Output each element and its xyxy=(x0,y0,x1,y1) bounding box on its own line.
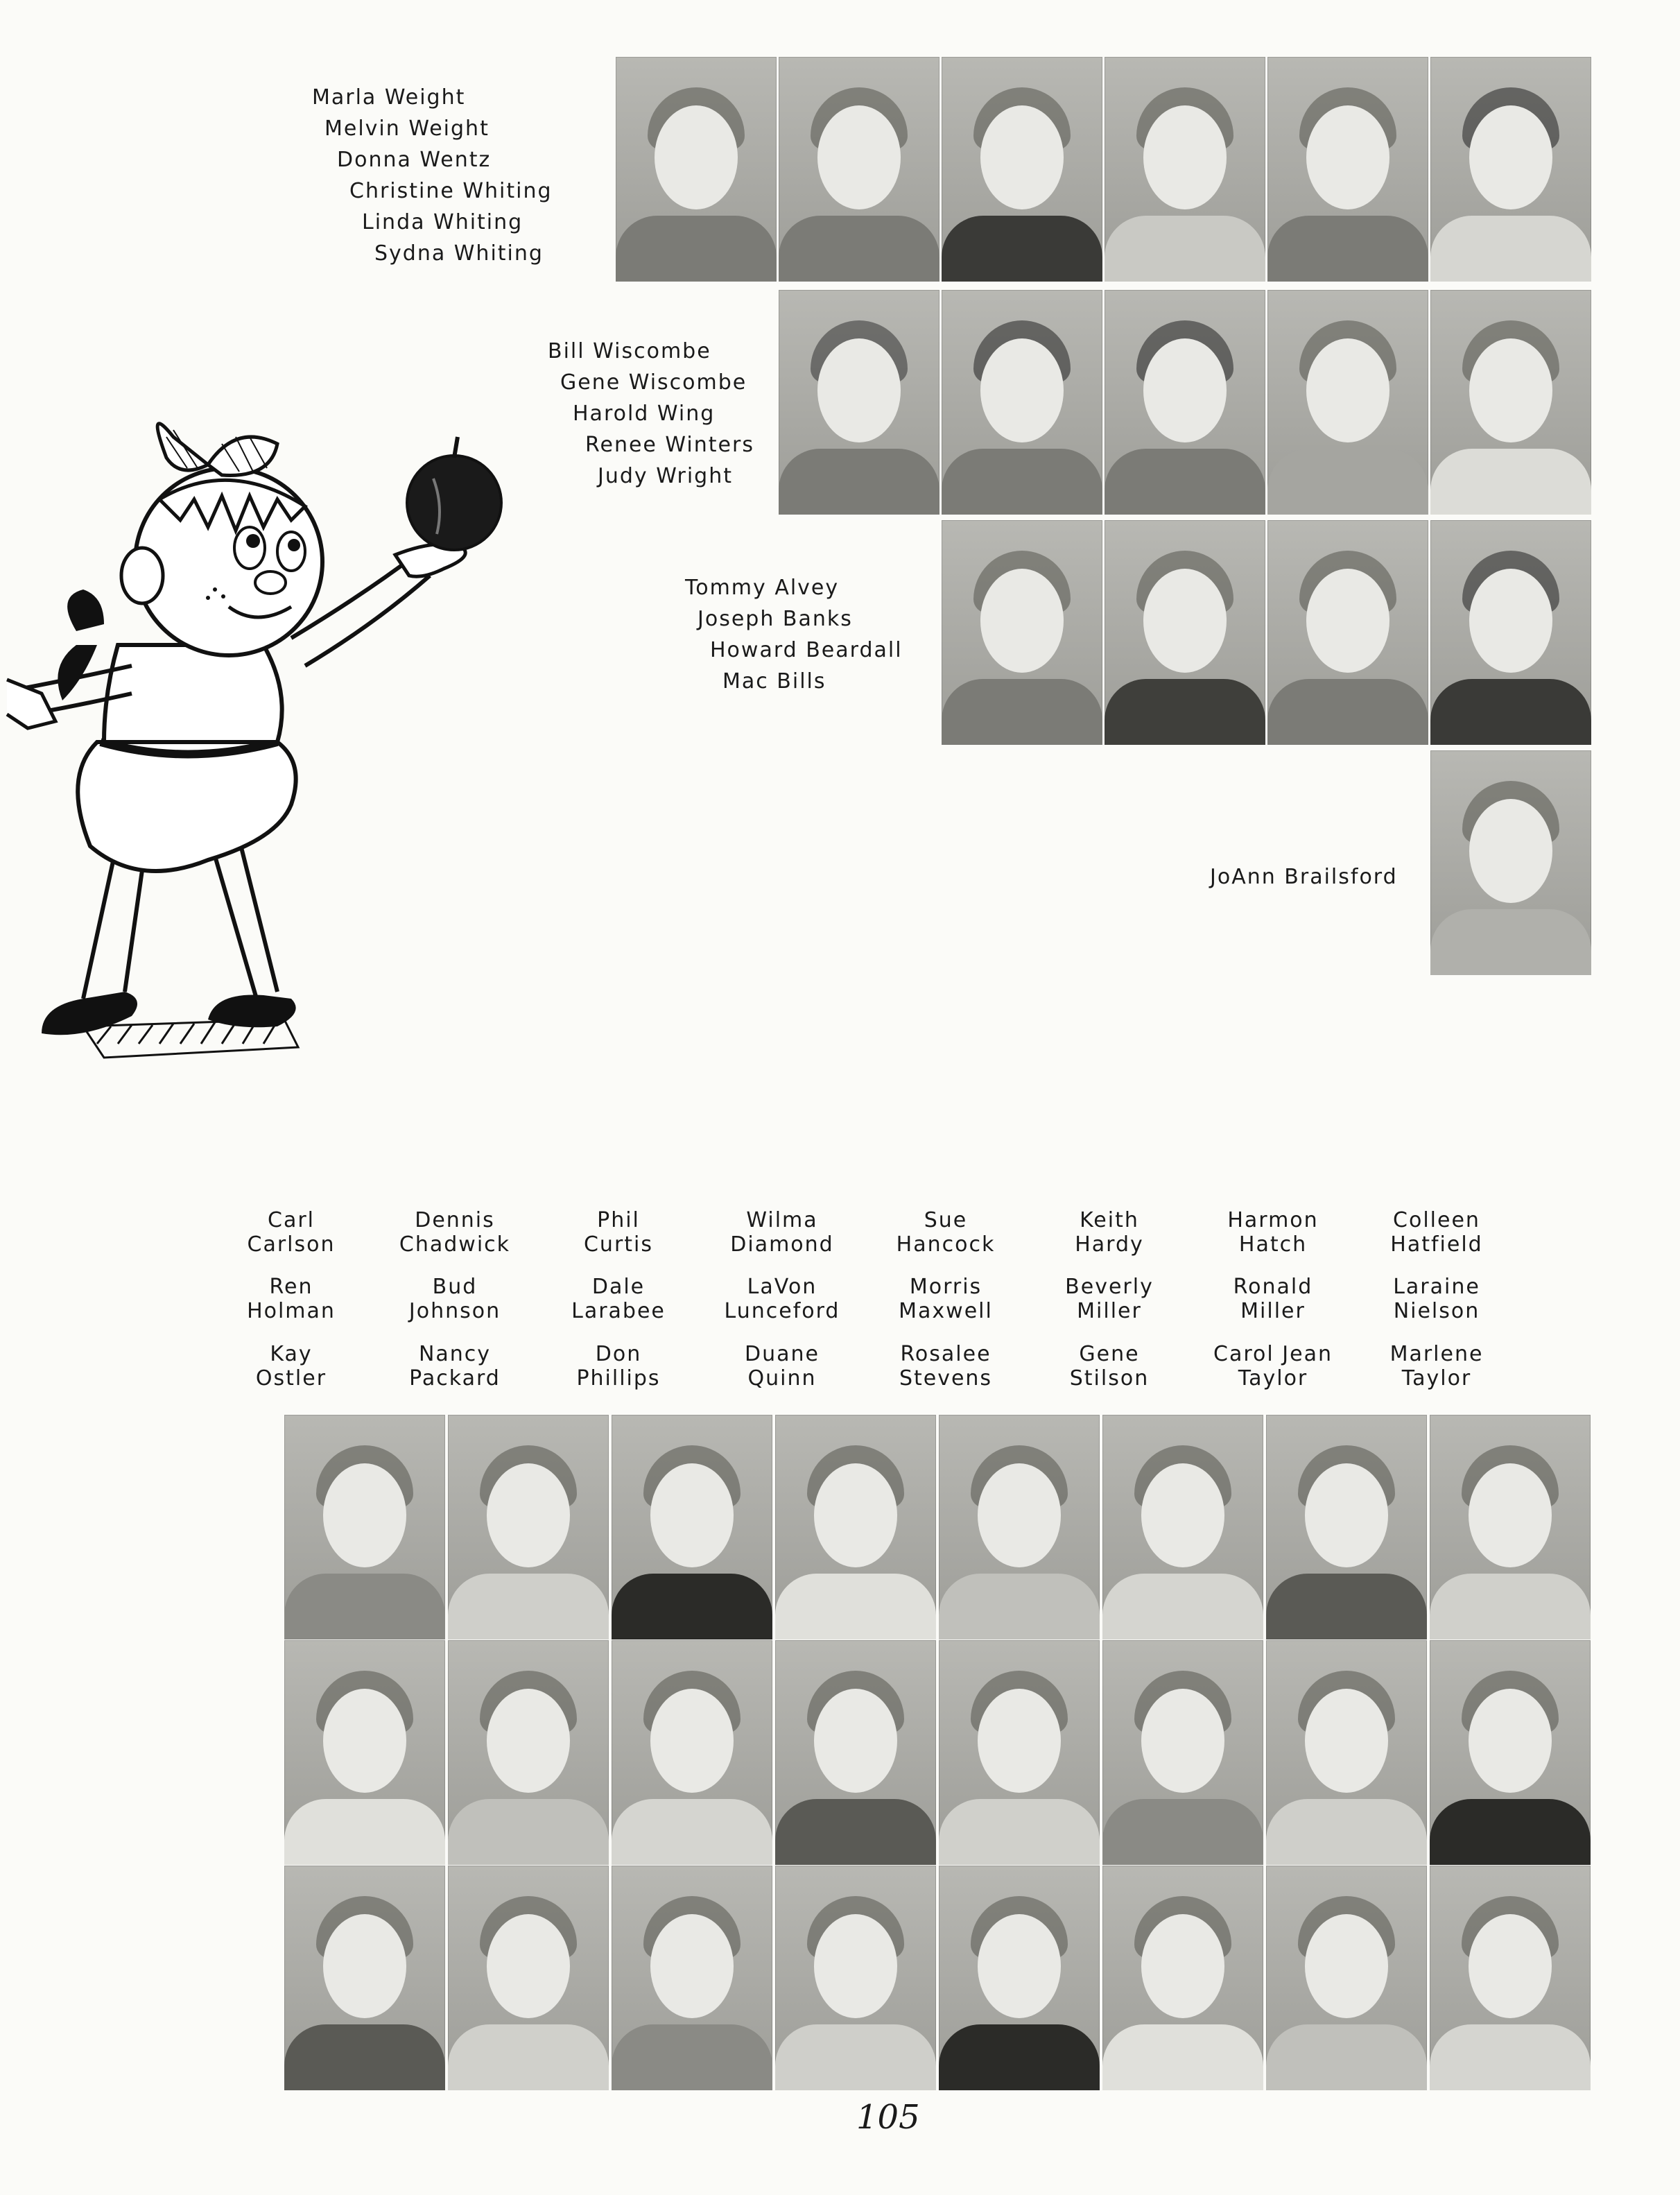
student-name: Howard Beardall xyxy=(710,638,903,662)
student-first-name: Keith xyxy=(1080,1208,1139,1232)
student-name-cell xyxy=(702,1275,862,1323)
student-name: Donna Wentz xyxy=(337,148,492,172)
student-name-cell xyxy=(375,1342,535,1391)
student-name: Tommy Alvey xyxy=(685,576,840,600)
student-first-name: Dale xyxy=(591,1275,646,1299)
name-list-block-d xyxy=(1210,861,1398,893)
student-last-name: Carlson xyxy=(247,1232,336,1257)
student-portrait-photo xyxy=(448,1866,609,2090)
student-portrait-photo xyxy=(1266,1640,1427,1865)
student-portrait-photo xyxy=(942,520,1102,745)
student-name: Bill Wiscombe xyxy=(548,339,711,363)
student-last-name: Maxwell xyxy=(899,1299,993,1323)
student-first-name: Sue xyxy=(924,1208,968,1232)
student-first-name: Duane xyxy=(745,1342,820,1366)
student-name-cell xyxy=(1193,1342,1353,1391)
student-name-cell xyxy=(539,1275,698,1323)
student-name-cell xyxy=(866,1275,1025,1323)
student-last-name: Miller xyxy=(1240,1299,1306,1323)
student-first-name: Wilma xyxy=(746,1208,818,1232)
student-name-cell xyxy=(702,1342,862,1391)
student-portrait-photo xyxy=(942,57,1102,282)
student-last-name: Larabee xyxy=(571,1299,666,1323)
student-name-cell xyxy=(1357,1208,1516,1257)
student-name: Judy Wright xyxy=(598,464,733,488)
student-portrait-photo xyxy=(1267,290,1428,515)
student-name-cell xyxy=(211,1275,371,1323)
student-first-name: Kay xyxy=(270,1342,313,1366)
student-portrait-photo xyxy=(939,1866,1100,2090)
student-name-cell xyxy=(1357,1275,1516,1323)
student-last-name: Chadwick xyxy=(399,1232,511,1257)
student-name-cell xyxy=(866,1208,1025,1257)
student-last-name: Stevens xyxy=(899,1366,993,1391)
student-first-name: Phil xyxy=(597,1208,640,1232)
student-portrait-photo xyxy=(1105,57,1265,282)
student-first-name: Dennis xyxy=(415,1208,495,1232)
student-name: Marla Weight xyxy=(312,85,466,110)
student-first-name: Beverly xyxy=(1065,1275,1154,1299)
student-portrait-photo xyxy=(1430,1415,1591,1639)
student-portrait-photo xyxy=(448,1640,609,1865)
student-portrait-photo xyxy=(1430,1640,1591,1865)
student-portrait-photo xyxy=(775,1640,936,1865)
student-name-cell xyxy=(866,1342,1025,1391)
student-name: Sydna Whiting xyxy=(374,241,544,266)
student-portrait-photo xyxy=(1267,57,1428,282)
student-first-name: LaVon xyxy=(747,1275,817,1299)
name-list-block-b xyxy=(548,336,754,492)
student-portrait-photo xyxy=(1102,1415,1263,1639)
student-first-name: Bud xyxy=(432,1275,478,1299)
student-name: Renee Winters xyxy=(585,433,754,457)
name-list-block-c xyxy=(685,572,903,697)
student-first-name: Carl xyxy=(268,1208,315,1232)
student-last-name: Quinn xyxy=(747,1366,817,1391)
page-number: 105 xyxy=(856,2098,920,2137)
student-last-name: Hatfield xyxy=(1390,1232,1483,1257)
student-name-cell xyxy=(1193,1208,1353,1257)
student-portrait-photo xyxy=(1267,520,1428,745)
student-first-name: Harmon xyxy=(1227,1208,1319,1232)
student-last-name: Taylor xyxy=(1238,1366,1308,1391)
student-portrait-photo xyxy=(939,1640,1100,1865)
student-portrait-photo xyxy=(942,290,1102,515)
student-last-name: Stilson xyxy=(1069,1366,1150,1391)
student-name: Joseph Banks xyxy=(698,607,853,631)
student-portrait-photo xyxy=(1430,290,1591,515)
student-first-name: Ren xyxy=(269,1275,313,1299)
student-portrait-photo xyxy=(1430,57,1591,282)
student-first-name: Gene xyxy=(1079,1342,1140,1366)
student-portrait-photo xyxy=(1430,520,1591,745)
student-portrait-photo xyxy=(1105,520,1265,745)
student-last-name: Johnson xyxy=(408,1299,501,1323)
student-portrait-photo xyxy=(284,1415,445,1639)
student-portrait-photo xyxy=(775,1415,936,1639)
name-list-block-a xyxy=(312,82,553,269)
student-first-name: Rosalee xyxy=(900,1342,991,1366)
student-last-name: Hancock xyxy=(896,1232,996,1257)
student-name-cell xyxy=(1193,1275,1353,1323)
student-last-name: Lunceford xyxy=(724,1299,840,1323)
student-portrait-photo xyxy=(775,1866,936,2090)
student-name-cell xyxy=(539,1208,698,1257)
student-first-name: Don xyxy=(595,1342,642,1366)
student-name-cell xyxy=(1030,1208,1189,1257)
student-portrait-photo xyxy=(1266,1415,1427,1639)
student-first-name: Marlene xyxy=(1389,1342,1484,1366)
student-name-cell xyxy=(702,1208,862,1257)
student-last-name: Diamond xyxy=(730,1232,834,1257)
student-portrait-photo xyxy=(612,1866,772,2090)
student-name: Harold Wing xyxy=(573,402,716,426)
student-name: JoAnn Brailsford xyxy=(1210,865,1398,889)
student-name-cell xyxy=(1030,1275,1189,1323)
student-name-cell xyxy=(1357,1342,1516,1391)
student-first-name: Laraine xyxy=(1393,1275,1480,1299)
student-name: Mac Bills xyxy=(722,669,826,694)
student-first-name: Morris xyxy=(909,1275,982,1299)
student-portrait-photo xyxy=(284,1640,445,1865)
student-first-name: Colleen xyxy=(1393,1208,1480,1232)
student-name-cell xyxy=(375,1208,535,1257)
student-last-name: Nielson xyxy=(1393,1299,1480,1323)
student-portrait-photo xyxy=(448,1415,609,1639)
student-portrait-photo xyxy=(1266,1866,1427,2090)
student-portrait-photo xyxy=(1102,1866,1263,2090)
student-name: Melvin Weight xyxy=(324,117,490,141)
student-name-cell xyxy=(211,1342,371,1391)
student-portrait-photo xyxy=(779,57,939,282)
cartoon-girl-with-apple-illustration xyxy=(0,416,527,1082)
student-portrait-photo xyxy=(1430,750,1591,975)
student-last-name: Hatch xyxy=(1238,1232,1308,1257)
student-last-name: Miller xyxy=(1077,1299,1142,1323)
student-name: Christine Whiting xyxy=(349,179,553,203)
student-portrait-photo xyxy=(284,1866,445,2090)
student-name-cell xyxy=(1030,1342,1189,1391)
student-name-cell xyxy=(539,1342,698,1391)
student-portrait-photo xyxy=(1102,1640,1263,1865)
student-last-name: Phillips xyxy=(576,1366,661,1391)
student-portrait-photo xyxy=(1430,1866,1591,2090)
student-last-name: Curtis xyxy=(583,1232,654,1257)
student-name: Gene Wiscombe xyxy=(560,370,747,395)
student-first-name: Ronald xyxy=(1233,1275,1313,1299)
student-name: Linda Whiting xyxy=(362,210,523,234)
student-last-name: Packard xyxy=(409,1366,501,1391)
student-portrait-photo xyxy=(616,57,777,282)
student-last-name: Hardy xyxy=(1075,1232,1144,1257)
student-portrait-photo xyxy=(612,1640,772,1865)
student-last-name: Ostler xyxy=(255,1366,327,1391)
student-portrait-photo xyxy=(1105,290,1265,515)
student-first-name: Nancy xyxy=(418,1342,492,1366)
student-name-cell xyxy=(211,1208,371,1257)
student-portrait-photo xyxy=(939,1415,1100,1639)
student-last-name: Holman xyxy=(247,1299,336,1323)
student-portrait-photo xyxy=(779,290,939,515)
student-last-name: Taylor xyxy=(1401,1366,1472,1391)
student-portrait-photo xyxy=(612,1415,772,1639)
student-first-name: Carol Jean xyxy=(1213,1342,1333,1366)
student-name-cell xyxy=(375,1275,535,1323)
